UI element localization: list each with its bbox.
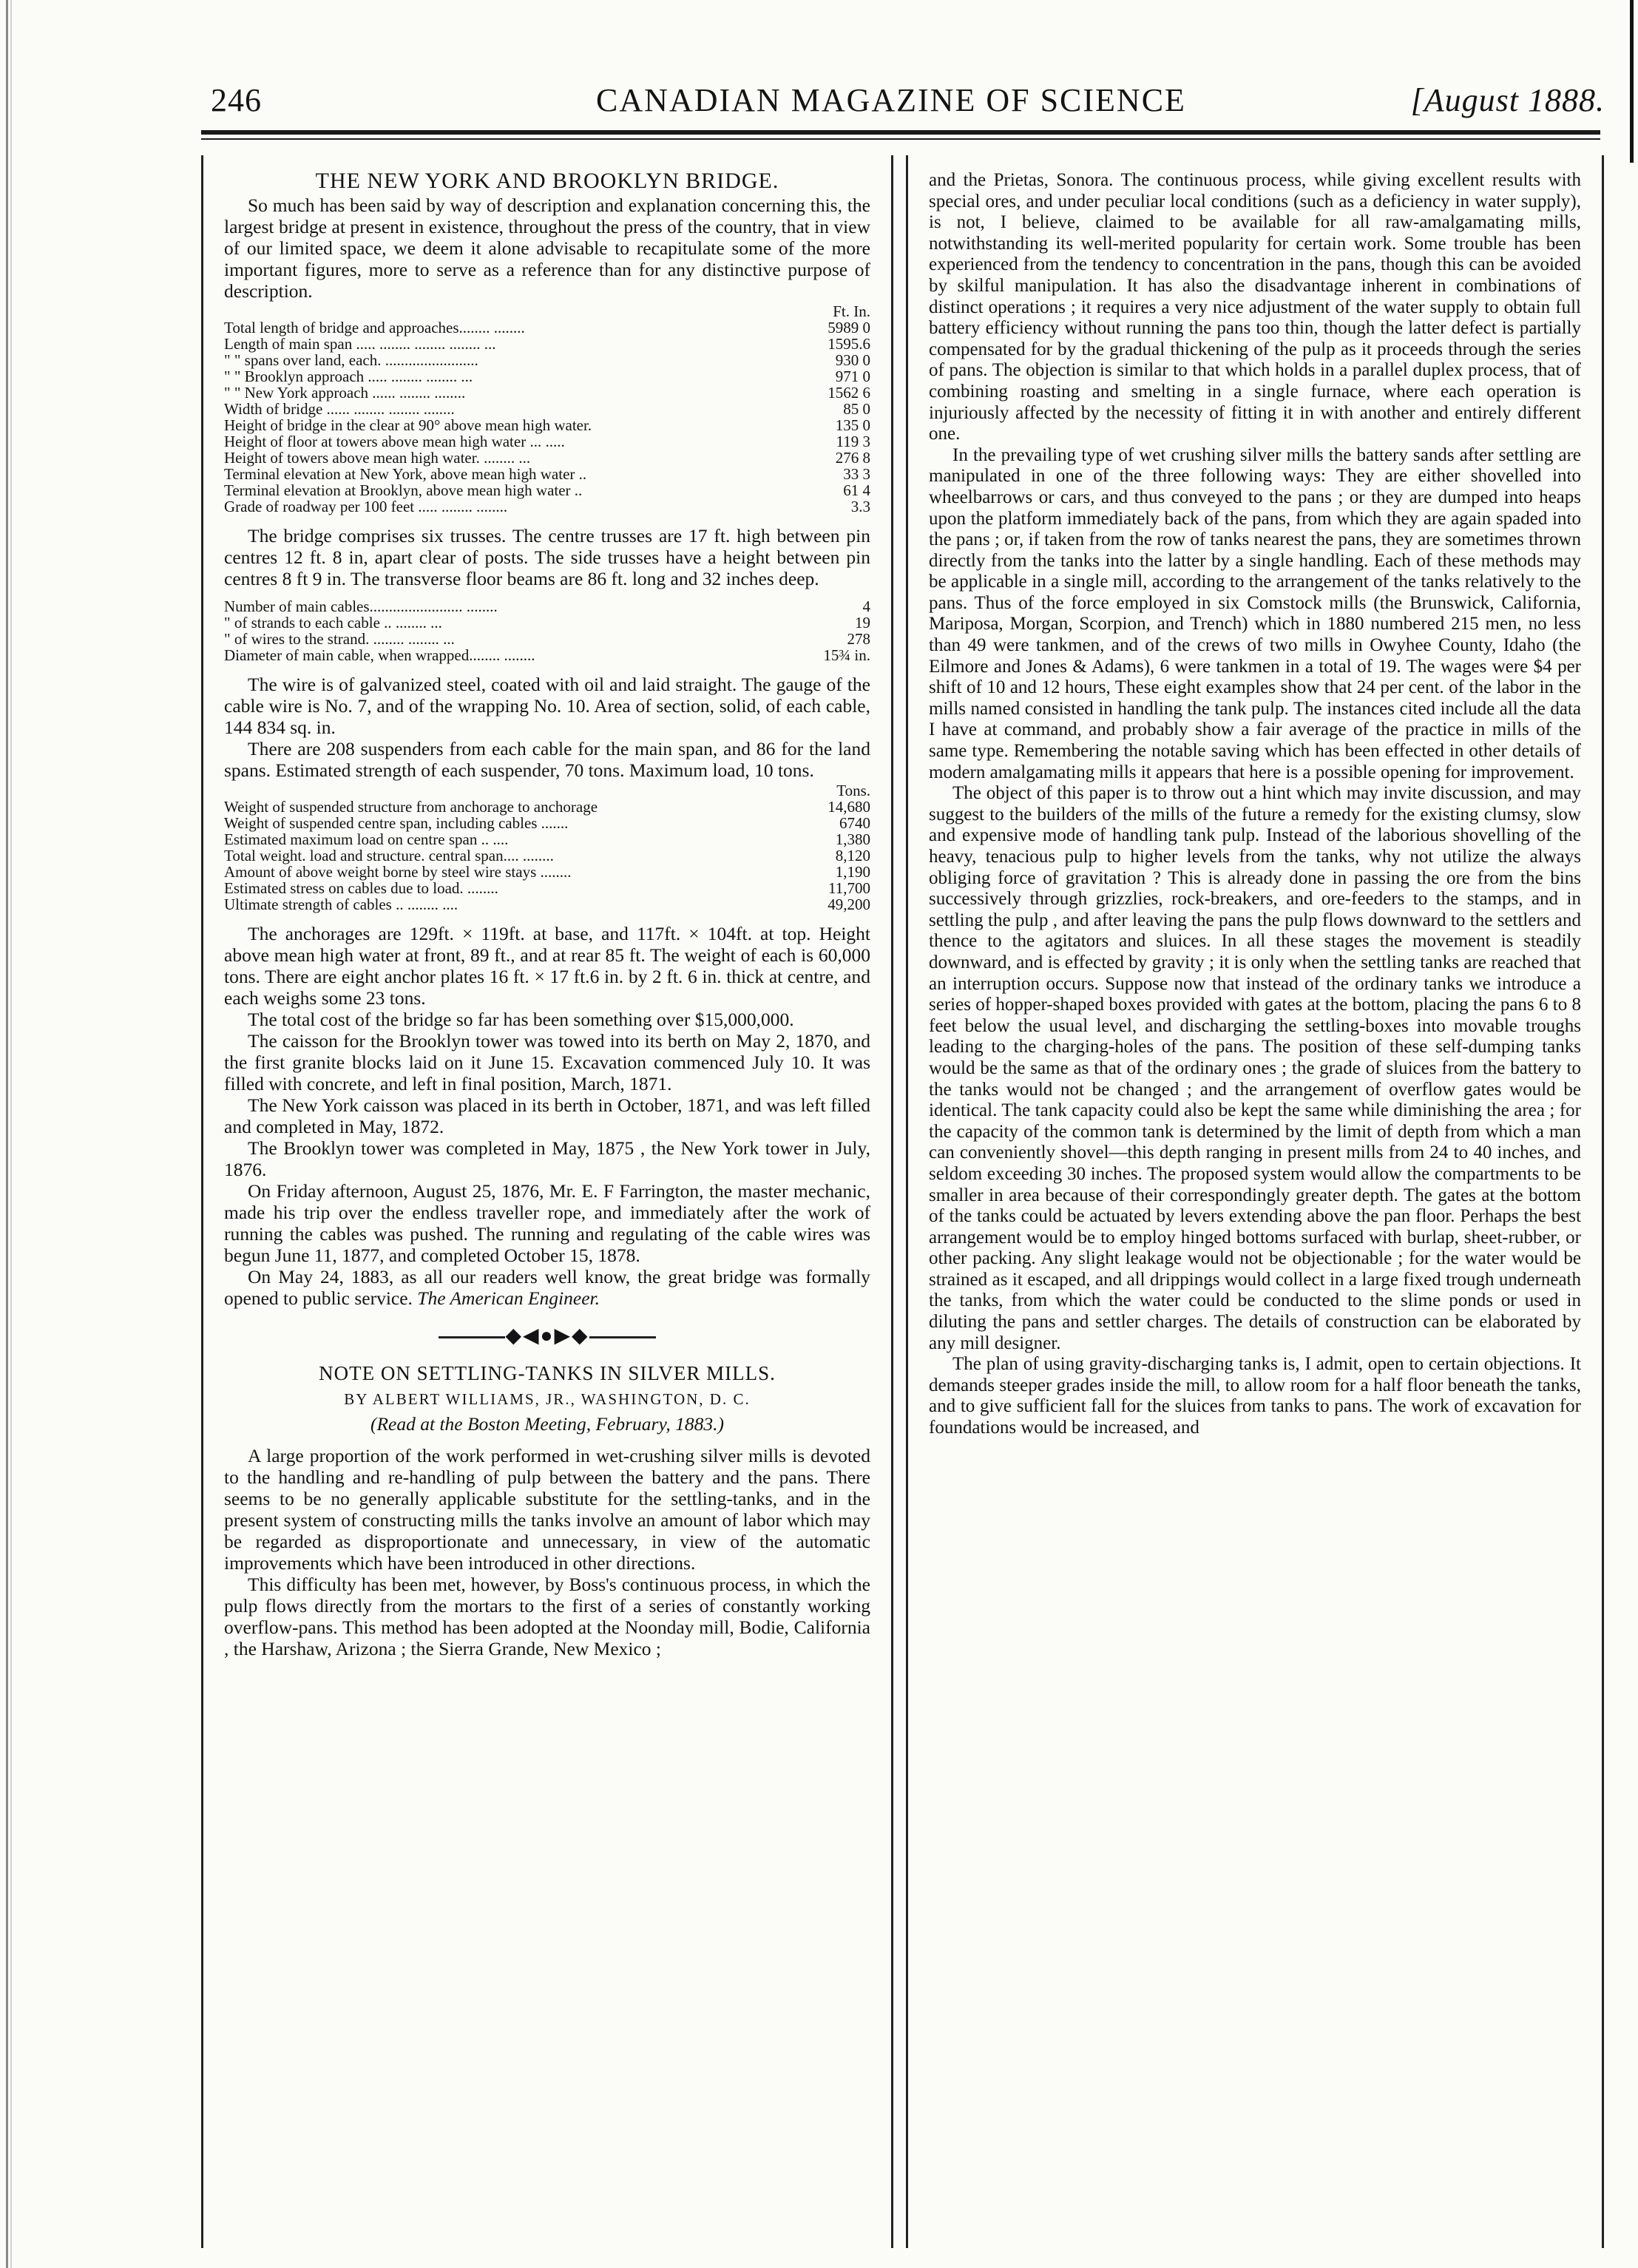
settling-paragraph-1: A large proportion of the work performed in wet-crushing silver mills is devoted to the handling and re-handling of pulp between the battery and the pans. There seems to be no generally applicable substitute for the settling-tanks, and in the present system of constructing mills the tanks involve an amount of labor which may be regarded as disproportionate and unnecessary, in view of the automatic improvements which have been introduced in other directions.: [224, 1445, 870, 1574]
object-paragraph: The object of this paper is to throw out a hint which may invite discussion, and may suggest to the builders of the mills of the future a remedy for the existing clumsy, slow and expensive mode of handling tank pulp. Instead of the laborious shovelling of the heavy, tenacious pulp to higher levels from the tanks, why not utilize the always obliging force of gravitation ? This is already done in passing the ore from the bins successively through grizzlies, rock-breakers, and ore-feeders to the stamps, and in settling the pulp , and after leaving the pans the pulp flows downward to the settlers and thence to the agitators and sluices. In all these stages the movement is steadily downward, and is effected by gravity ; it is only when the settling tanks are reached that an interruption occurs. Suppose now that instead of the ordinary tanks we introduce a series of hopper-shaped boxes provided with gates at the bottom, placing the pans 6 to 8 feet below the usual level, and discharging the settling-boxes into movable troughs leading to the charging-holes of the pans. The position of these self-dumping tanks would be the same as that of the ordinary ones ; the grade of sluices from the battery to the tanks would not be changed ; and the arrangement of overflow gates would be identical. The tank capacity could also be kept the same while diminishing the area ; for the capacity of the common tank is determined by the limit of depth from which a man can conveniently shovel—this depth ranging in present mills from 24 to 40 inches, and seldom exceeding 30 inches. The proposed system would allow the compartments to be smaller in area because of their correspondingly greater depth. The gates at the bottom of the tanks could be actuated by levers extending above the pan floor. Perhaps the best arrangement would be to employ hinged bottoms surfaced with burlap, sheet-rubber, or other packing. Any slight leakage would not be objectionable ; for the water would be strained as it escaped, and all drippings would collect in a large fixed trough underneath the tanks, from which the water could be conducted to the slime ponds or used in diluting the pans and settler charges. The details of construction can be elaborated by any mill designer.: [929, 783, 1581, 1353]
settling-tanks-title: NOTE ON SETTLING-TANKS IN SILVER MILLS.: [319, 1362, 776, 1384]
cost-paragraph: The total cost of the bridge so far has been something over $15,000,000.: [248, 1009, 794, 1030]
table-row: " of wires to the strand. ........ ........ ... 278: [224, 630, 870, 648]
bridge-intro: So much has been said by way of description and explanation concerning this, the largest bridge at present in existence, throughout the press of the country, that in view of our limited space, we deem it alone advisable to recapitulate some of the more important figures, more to serve as a reference than for any distinctive purpose of description.: [224, 194, 870, 302]
table-row: Length of main span ..... ........ ........ ........ ... 1595.6: [224, 335, 870, 353]
table-row: Total length of bridge and approaches........ ........ 5989 0: [224, 319, 870, 336]
scan-edge: [6, 0, 8, 2268]
trusses-paragraph: The bridge comprises six trusses. The centre trusses are 17 ft. high between pin centres 12 ft. 8 in, apart clear of posts. The side trusses have a height between pin centres 8 ft 9 in. The transverse floor beams are 86 ft. long and 32 inches deep.: [224, 525, 870, 589]
bridge-dimensions-table: [224, 303, 870, 515]
table-row: Terminal elevation at Brooklyn, above mean high water .. 61 4: [224, 481, 870, 499]
page-edge-mark: [1630, 0, 1634, 163]
caisson-paragraph: The caisson for the Brooklyn tower was towed into its berth on May 2, 1870, and the first granite blocks laid on it June 15. Excavation commenced July 10. It was filled with concrete, and left in final position, March, 1871.: [224, 1030, 870, 1094]
magazine-title: CANADIAN MAGAZINE OF SCIENCE: [596, 82, 1186, 118]
table-row: Total weight. load and structure. central span.... ........ 8,120: [224, 847, 870, 864]
table-row: Terminal elevation at New York, above mean high water .. 33 3: [224, 465, 870, 483]
table-row: " " New York approach ...... ........ ........ 1562 6: [224, 384, 870, 402]
bridge-article-title: THE NEW YORK AND BROOKLYN BRIDGE.: [315, 169, 779, 193]
table-row: Amount of above weight borne by steel wire stays ........ 1,190: [224, 863, 870, 881]
table-row: Estimated maximum load on centre span .. .... 1,380: [224, 830, 870, 848]
prevailing-type-paragraph: In the prevailing type of wet crushing silver mills the battery sands after settling are manipulated in one of the three following ways: They are either shovelled into wheelbarrows or cars, and thus conveyed to the pans ; or they are dumped into heaps upon the platform immediately back of the pans, from which they are again spaded into the pans ; or, if taken from the row of tanks nearest the pans, they are sometimes thrown directly from the tanks into the latter by a single handling. Each of these methods may be applicable in a single mill, according to the arrangement of the tanks relatively to the pans. Thus of the force employed in six Comstock mills (the Brunswick, California, Mariposa, Morgan, Scorpion, and Trench) which in 1880 numbered 215 men, no less than 49 were tankmen, and of the crews of two mills in Owyhee County, Idaho (the Eilmore and Jones & Adams), 6 were tankmen in a total of 19. The wages were $4 per shift of 10 and 12 hours, These eight examples show that 24 per cent. of the labor in the mills named consisted in handling the tank pulp. The instances cited include all the data I have at command, and probably show a fair average of the practice in mills of the same type. Remembering the notable saving which has been effected in other details of modern amalgamating mills it appears that here is a possible opening for improvement.: [929, 444, 1581, 782]
header-rule-thin: [201, 138, 1600, 140]
farrington-paragraph: On Friday afternoon, August 25, 1876, Mr. E. F Farrington, the master mechanic, made his trip over the endless traveller rope, and immediately after the work of running the cables was pushed. The running and regulating of the cable wires was begun June 11, 1877, and completed October 15, 1878.: [224, 1180, 870, 1266]
table-row: " " Brooklyn approach ..... ........ ........ ... 971 0: [224, 368, 870, 385]
table-row: Width of bridge ...... ........ ........ ........ 85 0: [224, 400, 870, 418]
byline: BY ALBERT WILLIAMS, JR., WASHINGTON, D. C.: [344, 1390, 751, 1408]
running-head: [177, 71, 1605, 123]
objections-paragraph: The plan of using gravity-discharging tanks is, I admit, open to certain objections. It demands steeper grades inside the mill, to allow room for a half floor beneath the tanks, and to give sufficient fall for the sluices from tanks to pans. The work of excavation for foundations would be increased, and: [929, 1354, 1581, 1438]
suspenders-paragraph: There are 208 suspenders from each cable for the main span, and 86 for the land spans. Estimated strength of each suspender, 70 tons. Maximum load, 10 tons.: [224, 738, 870, 781]
towers-paragraph: The Brooklyn tower was completed in May, 1875 , the New York tower in July, 1876.: [224, 1137, 870, 1180]
settling-paragraph-2: This difficulty has been met, however, by Boss's continuous process, in which the pulp flows directly from the mortars to the first of a series of constantly working overflow-pans. This method has been adopted at the Noonday mill, Bodie, California , the Harshaw, Arizona ; the Sierra Grande, New Mexico ;: [224, 1574, 870, 1659]
table-row: Estimated stress on cables due to load. ........ 11,700: [224, 879, 870, 897]
continuation-paragraph: and the Prietas, Sonora. The continuous process, while giving excellent results with special ores, and under peculiar local conditions (such as a deficiency in water supply), is not, I believe, claimed to be available for all raw-amalgamating mills, notwithstanding its well-merited popularity for certain work. Some trouble has been experienced from the tendency to concentration in the pans, though this can be avoided by skilful manipulation. It has also the disadvantage inherent in combinations of distinct operations ; it requires a very nice adjustment of the water supply to obtain full battery efficiency without running the pans too thin, though the latter defect is partially compensated for by the gradual thickening of the pulp as it proceeds through the series of pans. The objection is similar to that which holds in a parallel duplex process, that of combining roasting and smelting in a single furnace, where each operation is injuriously affected by the necessity of fitting it in with another and entirely different one.: [929, 170, 1581, 444]
table-row: Weight of suspended centre span, including cables ....... 6740: [224, 814, 870, 832]
table-row: Ultimate strength of cables .. ........ .... 49,200: [224, 896, 870, 913]
read-at-note: (Read at the Boston Meeting, February, 1883.): [370, 1413, 725, 1435]
ny-caisson-paragraph: The New York caisson was placed in its berth in October, 1871, and was left filled and completed in May, 1872.: [224, 1094, 870, 1137]
opening-paragraph: On May 24, 1883, as all our readers well know, the great bridge was formally opened to public service. The American Engineer.: [224, 1266, 870, 1309]
table-row: Diameter of main cable, when wrapped........ ........ 15¾ in.: [224, 646, 870, 664]
table-row: Height of bridge in the clear at 90° above mean high water. 135 0: [224, 416, 870, 434]
table-unit-header: Tons.: [836, 782, 870, 799]
table-row: " of strands to each cable .. ........ ... 19: [224, 614, 870, 632]
page-number: 246: [211, 82, 262, 118]
issue-date: [August 1888.: [1410, 82, 1605, 118]
section-ornament: ◆◀●▶◆: [224, 1325, 870, 1347]
header-rule-thick: [201, 130, 1600, 135]
table-row: " " spans over land, each. ........................ 930 0: [224, 351, 870, 369]
table-row: Height of towers above mean high water. ........ ... 276 8: [224, 449, 870, 467]
table-row: Number of main cables........................ ........ 4: [224, 598, 870, 615]
cables-table: [224, 598, 870, 663]
table-row: Weight of suspended structure from anchorage to anchorage 14,680: [224, 798, 870, 816]
wire-paragraph: The wire is of galvanized steel, coated with oil and laid straight. The gauge of the cable wire is No. 7, and of the wrapping No. 10. Area of section, solid, of each cable, 144 834 sq. in.: [224, 674, 870, 738]
left-column: [201, 155, 893, 2248]
table-row: Grade of roadway per 100 feet ..... ........ ........ 3.3: [224, 498, 870, 515]
right-column: [906, 155, 1604, 2248]
anchorages-paragraph: The anchorages are 129ft. × 119ft. at base, and 117ft. × 104ft. at top. Height above mean high water at front, 89 ft., and at rear 85 ft. The weight of each is 60,000 tons. There are eight anchor plates 16 ft. × 17 ft.6 in. by 2 ft. 6 in. thick at centre, and each weighs some 23 tons.: [224, 923, 870, 1009]
scan-edge-shadow: [10, 0, 12, 2268]
weights-table: [224, 782, 870, 913]
table-unit-header: Ft. In.: [833, 302, 870, 320]
source-credit: The American Engineer.: [417, 1287, 600, 1309]
table-row: Height of floor at towers above mean high water ... ..... 119 3: [224, 433, 870, 450]
